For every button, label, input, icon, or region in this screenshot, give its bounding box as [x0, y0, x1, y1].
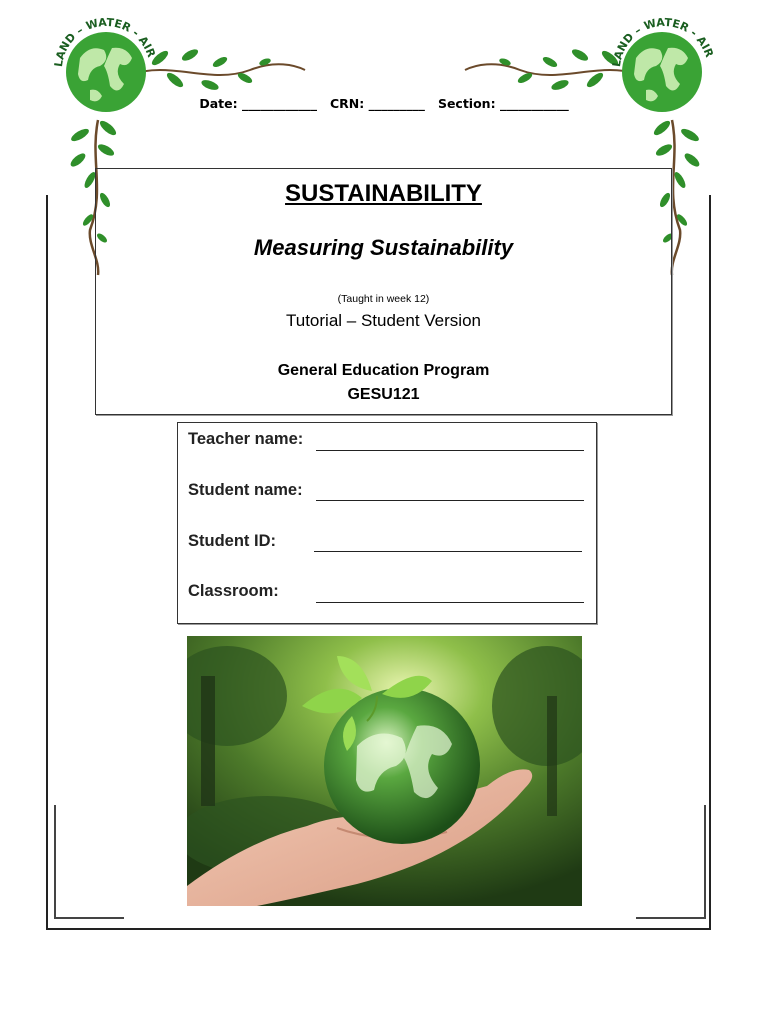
date-label: Date:: [199, 96, 238, 111]
document-subtitle: Measuring Sustainability: [253, 235, 514, 260]
page-frame-left: [46, 195, 48, 930]
section-blank[interactable]: ___________: [499, 96, 569, 111]
emblem-arc-text: LAND – WATER - AIR: [52, 15, 158, 68]
crn-label: CRN:: [330, 96, 365, 111]
teacher-name-label: Teacher name:: [188, 430, 304, 448]
section-label: Section:: [437, 96, 496, 111]
student-name-field[interactable]: [316, 500, 584, 501]
page-frame-bottom: [46, 928, 711, 930]
classroom-field[interactable]: [316, 602, 584, 603]
page-frame-right: [709, 195, 711, 930]
corner-bracket-left: [54, 805, 124, 919]
teacher-name-field[interactable]: [316, 450, 584, 451]
student-id-label: Student ID:: [188, 532, 276, 550]
emblem-arc-text: LAND – WATER - AIR: [610, 15, 716, 68]
course-code: GESU121: [347, 386, 420, 403]
student-id-field[interactable]: [314, 551, 582, 552]
document-title: SUSTAINABILITY: [285, 180, 482, 207]
student-name-label: Student name:: [188, 481, 303, 499]
program-name: General Education Program: [277, 362, 490, 379]
hand-holding-earth-image: [187, 636, 582, 906]
header-info-line: [0, 96, 768, 111]
date-blank[interactable]: ____________: [241, 96, 317, 111]
classroom-label: Classroom:: [188, 582, 279, 600]
taught-note: (Taught in week 12): [337, 293, 430, 305]
corner-bracket-right: [636, 805, 706, 919]
crn-blank[interactable]: _________: [368, 96, 425, 111]
version-label: Tutorial – Student Version: [286, 311, 481, 330]
